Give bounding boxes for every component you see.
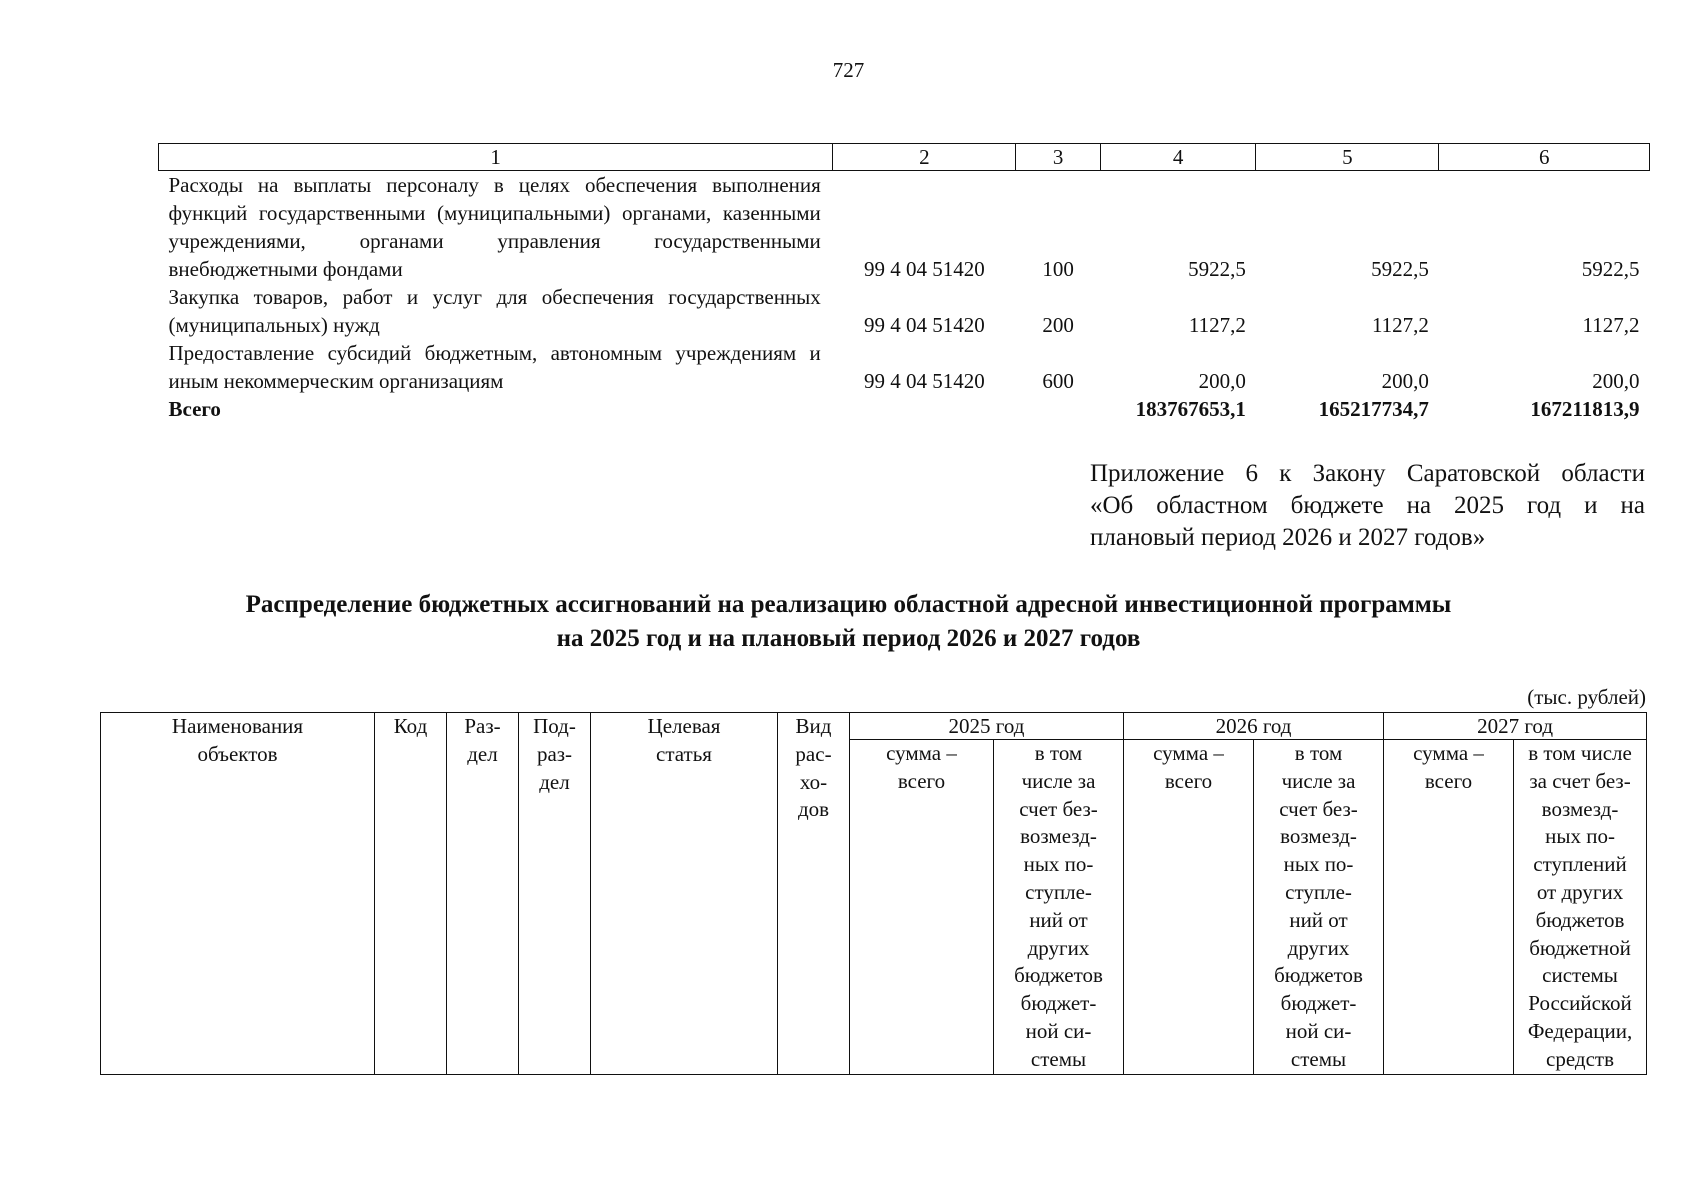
row-description: Закупка товаров, работ и услуг для обеспечения государственных (муниципальных) нужд (168, 285, 821, 337)
document-title (0, 588, 1697, 656)
appendix-line-2: «Об областном бюджете на 2025 год и на (1090, 492, 1645, 519)
title-line-2: на 2025 год и на плановый период 2026 и 2027 годов (556, 625, 1141, 652)
row-target-code: 99 4 04 51420 (863, 313, 985, 337)
row-expense-type: 600 (1042, 369, 1074, 393)
total-2027: 167211813,9 (1530, 397, 1640, 421)
appendix-note (1090, 458, 1645, 554)
col-number-2: 2 (833, 144, 1016, 171)
row-value-2025: 5922,5 (1188, 257, 1246, 281)
table-row (159, 283, 1650, 339)
total-2025: 183767653,1 (1135, 397, 1246, 421)
col-number-3: 3 (1016, 144, 1100, 171)
header-including-2025: в том числе за счет без- возмезд- ных по- ступле- ний от других бюджетов бюджет- ной си- стемы (994, 740, 1124, 1075)
header-year-2027: 2027 год (1384, 713, 1647, 740)
col-number-5: 5 (1256, 144, 1439, 171)
row-value-2025: 1127,2 (1188, 313, 1246, 337)
header-subsection: Под- раз- дел (519, 713, 591, 1075)
appendix-line-1: Приложение 6 к Закону Саратовской области (1090, 460, 1645, 487)
header-year-2026: 2026 год (1124, 713, 1384, 740)
row-value-2026: 200,0 (1381, 369, 1429, 393)
row-description: Предоставление субсидий бюджетным, автономным учреждениям и иным некоммерческим организациям (168, 341, 821, 393)
row-description: Расходы на выплаты персоналу в целях обеспечения выполнения функций государственными (муниципальными) органами, казенными учреждениями, органами управления государственными внебюджетными фондами (168, 173, 821, 281)
header-object-name: Наименования объектов (101, 713, 375, 1075)
col-number-4: 4 (1100, 144, 1256, 171)
row-value-2027: 5922,5 (1581, 257, 1640, 281)
row-value-2027: 200,0 (1592, 369, 1640, 393)
header-sum-total-2026: сумма – всего (1124, 740, 1254, 1075)
row-value-2025: 200,0 (1198, 369, 1246, 393)
title-line-1: Распределение бюджетных ассигнований на реализацию областной адресной инвестиционной программы (245, 591, 1452, 618)
row-value-2027: 1127,2 (1582, 313, 1640, 337)
header-including-2027: в том числе за счет без- возмезд- ных по- ступлений от других бюджетов бюджетной системы Российской Федерации, средств (1514, 740, 1647, 1075)
header-code: Код (375, 713, 447, 1075)
page-number: 727 (832, 58, 865, 82)
table-row (159, 171, 1650, 284)
investment-program-table (100, 712, 1647, 1075)
row-value-2026: 5922,5 (1371, 257, 1429, 281)
header-target-article: Целевая статья (591, 713, 778, 1075)
expenses-table (158, 143, 1650, 423)
row-target-code: 99 4 04 51420 (863, 257, 985, 281)
col-number-6: 6 (1439, 144, 1650, 171)
table-row (159, 339, 1650, 395)
header-sum-total-2025: сумма – всего (850, 740, 994, 1075)
units-label: (тыс. рублей) (1527, 685, 1646, 709)
col-number-1: 1 (159, 144, 833, 171)
total-2026: 165217734,7 (1318, 397, 1429, 421)
header-section: Раз- дел (447, 713, 519, 1075)
header-sum-total-2027: сумма – всего (1384, 740, 1514, 1075)
header-expense-type: Вид рас- хо- дов (778, 713, 850, 1075)
row-expense-type: 200 (1042, 313, 1074, 337)
total-label: Всего (168, 397, 221, 421)
row-expense-type: 100 (1042, 257, 1074, 281)
appendix-line-3: плановый период 2026 и 2027 годов» (1090, 524, 1486, 551)
header-year-2025: 2025 год (850, 713, 1124, 740)
row-target-code: 99 4 04 51420 (863, 369, 985, 393)
column-number-row (159, 144, 1650, 171)
total-row (159, 395, 1650, 423)
row-value-2026: 1127,2 (1371, 313, 1429, 337)
header-including-2026: в том числе за счет без- возмезд- ных по- ступле- ний от других бюджетов бюджет- ной си- стемы (1254, 740, 1384, 1075)
